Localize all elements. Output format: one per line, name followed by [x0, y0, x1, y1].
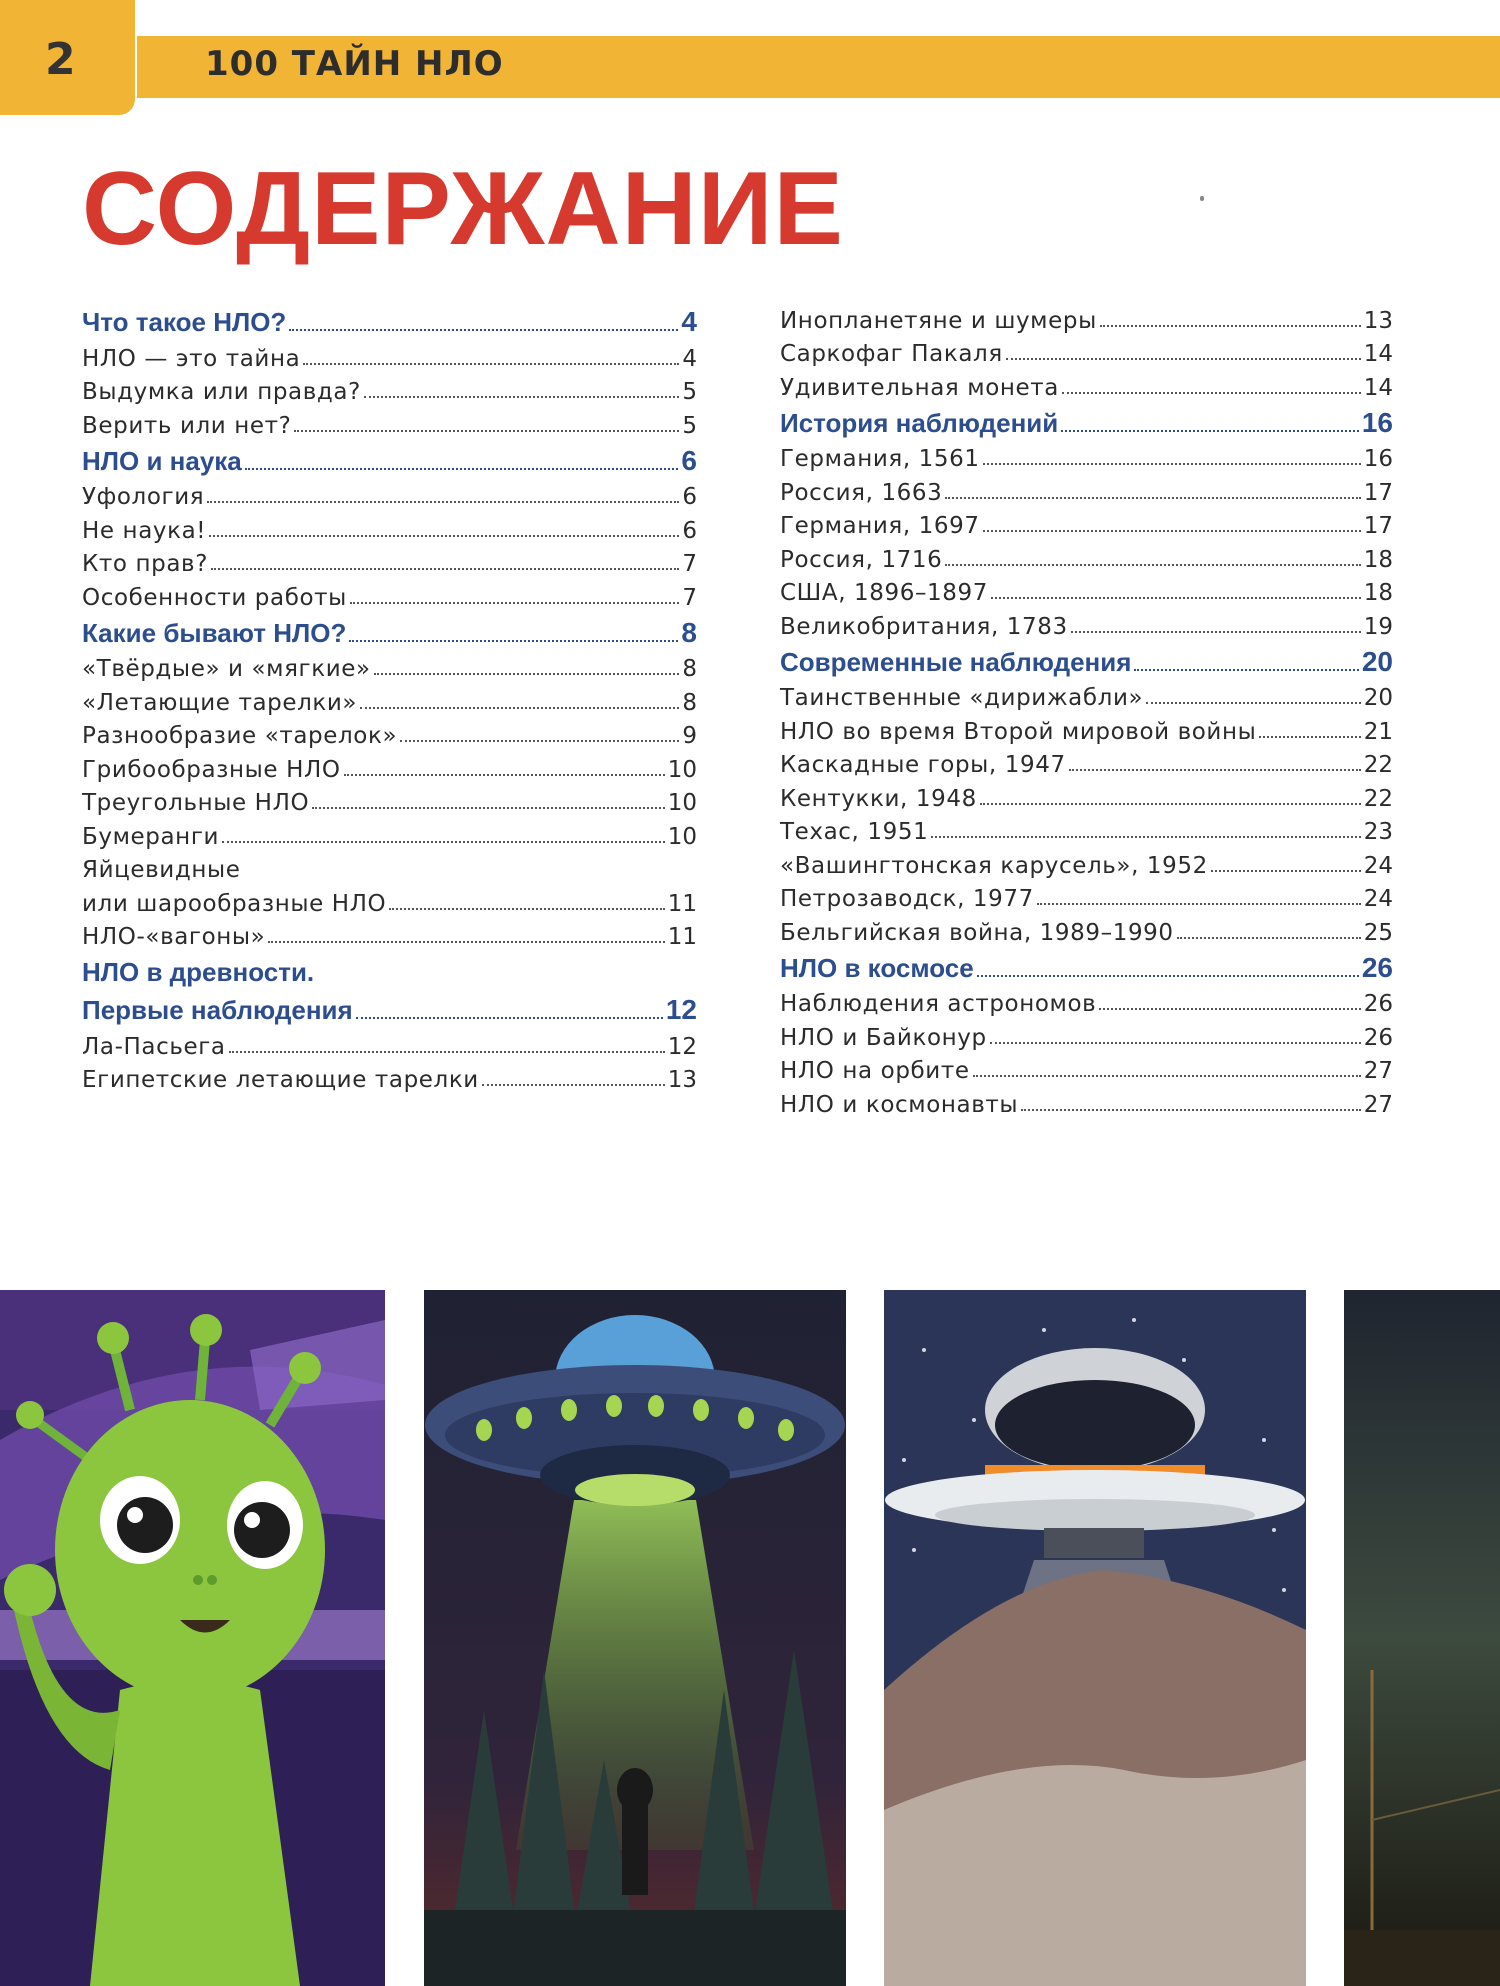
toc-page-number: 23: [1363, 819, 1393, 845]
dot-leader: [350, 602, 679, 604]
dot-leader: [1006, 358, 1361, 360]
dot-leader: [1211, 870, 1361, 872]
toc-page-number: 10: [667, 823, 697, 850]
toc-entry: [780, 472, 1393, 506]
toc-entry-title: «Летающие тарелки»: [82, 689, 358, 716]
toc-section-heading: [780, 946, 1393, 984]
dot-leader: [482, 1084, 665, 1086]
toc-page-number: 11: [667, 924, 697, 950]
toc-page-number: 10: [667, 756, 697, 783]
toc-entry: [780, 1051, 1393, 1085]
toc-entry: [82, 749, 697, 783]
toc-entry-title: Треугольные НЛО: [82, 790, 310, 816]
toc-entry-title: НЛО и космонавты: [780, 1091, 1019, 1118]
toc-page-number: 21: [1363, 718, 1393, 745]
toc-page-number: 20: [1363, 685, 1393, 711]
toc-entry: [780, 1084, 1393, 1118]
toc-page-number: 26: [1361, 951, 1393, 983]
toc-entry: [82, 1026, 697, 1060]
toc-entry: [780, 300, 1393, 334]
toc-entry-title: Первые наблюдения: [82, 995, 353, 1025]
toc-entry: [82, 577, 697, 611]
dot-leader: [1099, 1008, 1360, 1010]
dot-leader: [400, 740, 679, 742]
toc-entry-title: Великобритания, 1783: [780, 613, 1068, 640]
toc-entry: [780, 879, 1393, 913]
toc-page-number: 6: [682, 484, 697, 510]
dot-leader: [1071, 631, 1361, 633]
toc-page-number: 12: [665, 994, 697, 1025]
toc-page-number: 8: [682, 656, 697, 682]
toc-entry: [780, 812, 1393, 846]
toc-page-number: 24: [1363, 886, 1393, 912]
toc-page-number: 24: [1363, 852, 1393, 879]
toc-page-number: 19: [1363, 613, 1393, 640]
dot-leader: [360, 707, 679, 709]
toc-page-number: 4: [681, 306, 697, 337]
page-number: 2: [45, 34, 76, 85]
dot-leader: [289, 329, 678, 331]
toc-page-number: 17: [1363, 513, 1393, 539]
dot-leader: [294, 430, 679, 432]
toc-entry-title: Петрозаводск, 1977: [780, 886, 1034, 912]
toc-entry-title: Современные наблюдения: [780, 646, 1132, 677]
toc-entry: [82, 477, 697, 511]
toc-left-column: [82, 300, 697, 1093]
toc-page-number: 13: [1363, 307, 1393, 334]
dot-leader: [374, 673, 680, 675]
toc-page-number: 5: [682, 412, 697, 439]
toc-page-number: 12: [667, 1033, 697, 1060]
toc-entry: [780, 678, 1393, 712]
toc-page-number: 14: [1363, 374, 1393, 401]
toc-page-number: 25: [1363, 919, 1393, 946]
dot-leader: [1069, 769, 1361, 771]
toc-entry: [780, 539, 1393, 573]
toc-entry-title: Особенности работы: [82, 584, 347, 611]
toc-entry-title: «Вашингтонская карусель», 1952: [780, 852, 1208, 879]
toc-page-number: 9: [682, 723, 697, 749]
toc-entry: [780, 367, 1393, 401]
toc-entry-title: НЛО в космосе: [780, 952, 974, 983]
toc-page-number: 26: [1363, 991, 1393, 1017]
dot-leader: [931, 836, 1360, 838]
toc-section-heading: [82, 611, 697, 649]
dot-leader: [303, 363, 679, 365]
toc-entry: [82, 372, 697, 406]
toc-entry-title: Россия, 1663: [780, 479, 943, 506]
toc-entry: [780, 606, 1393, 640]
dot-leader: [268, 941, 664, 943]
toc-entry-title: НЛО и наука: [82, 445, 242, 476]
toc-entry-title: НЛО на орбите: [780, 1058, 970, 1084]
toc-entry-title: Наблюдения астрономов: [780, 991, 1097, 1017]
toc-entry: [82, 1060, 697, 1094]
dot-leader: [312, 807, 665, 809]
toc-entry-title: Грибообразные НЛО: [82, 756, 341, 783]
toc-section-heading: [82, 439, 697, 477]
dot-leader: [980, 803, 1361, 805]
dot-leader: [245, 468, 679, 470]
ufo-forest-illustration: [424, 1290, 846, 1986]
toc-entry-title: НЛО-«вагоны»: [82, 924, 266, 950]
toc-entry-title: Кентукки, 1948: [780, 785, 977, 812]
toc-entry: [82, 850, 697, 884]
toc-entry-title: Таинственные «дирижабли»: [780, 685, 1144, 711]
toc-page-number: 22: [1363, 785, 1393, 812]
toc-entry-title: Германия, 1697: [780, 513, 980, 539]
toc-entry-title: НЛО — это тайна: [82, 345, 301, 372]
toc-page-number: 16: [1363, 446, 1393, 472]
toc-section-heading: [82, 300, 697, 338]
toc-entry: [780, 506, 1393, 540]
toc-section-heading: [780, 401, 1393, 439]
toc-entry-title: Саркофаг Пакаля: [780, 341, 1003, 367]
toc-page-number: 18: [1363, 546, 1393, 573]
toc-entry-title: Кто прав?: [82, 551, 209, 577]
toc-entry-title: или шарообразные НЛО: [82, 890, 387, 917]
toc-section-heading: [780, 640, 1393, 678]
toc-page-number: 26: [1363, 1024, 1393, 1051]
paper-speck: [1200, 196, 1204, 201]
toc-entry: [82, 510, 697, 544]
dot-leader: [1037, 903, 1361, 905]
dot-leader: [209, 535, 679, 537]
dot-leader: [229, 1051, 665, 1053]
toc-entry-title: Техас, 1951: [780, 819, 929, 845]
toc-entry-title: Египетские летающие тарелки: [82, 1067, 479, 1093]
dot-leader: [1177, 937, 1361, 939]
toc-entry-title: США, 1896–1897: [780, 580, 988, 606]
alien-illustration: [0, 1290, 385, 1986]
toc-entry: [82, 917, 697, 951]
toc-page-number: 5: [682, 379, 697, 405]
ufo-mountain-illustration: [884, 1290, 1306, 1986]
toc-entry-title: Уфология: [82, 484, 205, 510]
toc-entry-title: Германия, 1561: [780, 446, 980, 472]
toc-right-column: [780, 300, 1393, 1118]
dot-leader: [983, 530, 1361, 532]
toc-section-heading: [82, 950, 697, 988]
toc-page-number: 6: [681, 444, 697, 476]
toc-entry-title: Не наука!: [82, 517, 207, 544]
toc-entry-title: История наблюдений: [780, 407, 1059, 438]
dot-leader: [1061, 430, 1359, 432]
dot-leader: [1062, 392, 1361, 394]
toc-entry-title: Выдумка или правда?: [82, 379, 361, 405]
toc-page-number: 7: [682, 584, 697, 611]
toc-page-number: 27: [1363, 1091, 1393, 1118]
toc-entry-title: Бельгийская война, 1989–1990: [780, 919, 1174, 946]
dot-leader: [990, 1042, 1361, 1044]
toc-entry: [82, 783, 697, 817]
toc-entry-title: НЛО во время Второй мировой войны: [780, 718, 1257, 745]
toc-entry-title: Каскадные горы, 1947: [780, 752, 1066, 778]
toc-page-number: 18: [1363, 580, 1393, 606]
toc-entry-title: Россия, 1716: [780, 546, 943, 573]
dot-leader: [983, 463, 1361, 465]
dot-leader: [945, 497, 1360, 499]
toc-entry: [780, 745, 1393, 779]
toc-entry: [82, 544, 697, 578]
dot-leader: [222, 841, 665, 843]
toc-entry-title: Удивительная монета: [780, 374, 1059, 401]
toc-entry-title: НЛО и Байконур: [780, 1024, 987, 1051]
toc-entry-title: Разнообразие «тарелок»: [82, 723, 398, 749]
toc-page-number: 14: [1363, 341, 1393, 367]
toc-entry-title: Инопланетяне и шумеры: [780, 307, 1097, 334]
dot-leader: [977, 975, 1359, 977]
toc-entry: [82, 682, 697, 716]
toc-entry: [82, 816, 697, 850]
toc-entry: [82, 405, 697, 439]
toc-section-heading: [82, 988, 697, 1026]
toc-entry-title: Бумеранги: [82, 823, 220, 850]
night-sky-photo: [1344, 1290, 1500, 1986]
toc-page-number: 8: [681, 616, 697, 648]
toc-page-number: 20: [1361, 645, 1393, 677]
dot-leader: [364, 396, 679, 398]
dot-leader: [1100, 325, 1361, 327]
toc-entry-title: НЛО в древности.: [82, 957, 315, 987]
toc-entry-title: Верить или нет?: [82, 412, 292, 439]
toc-entry: [780, 334, 1393, 368]
dot-leader: [356, 1017, 663, 1019]
toc-page-number: 16: [1361, 406, 1393, 438]
toc-page-number: 11: [667, 890, 697, 917]
toc-entry-title: Яйцевидные: [82, 857, 241, 883]
toc-page-number: 10: [667, 790, 697, 816]
toc-entry: [82, 649, 697, 683]
toc-entry: [780, 1017, 1393, 1051]
toc-entry: [780, 573, 1393, 607]
toc-entry-title: Какие бывают НЛО?: [82, 617, 347, 648]
dot-leader: [1021, 1109, 1361, 1111]
dot-leader: [1134, 669, 1358, 671]
toc-page-number: 13: [667, 1067, 697, 1093]
toc-entry-title: «Твёрдые» и «мягкие»: [82, 656, 371, 682]
toc-entry: [780, 912, 1393, 946]
dot-leader: [207, 501, 679, 503]
dot-leader: [973, 1075, 1361, 1077]
toc-page-number: 7: [682, 551, 697, 577]
toc-page-number: 17: [1363, 479, 1393, 506]
toc-entry: [780, 778, 1393, 812]
toc-entry: [780, 984, 1393, 1018]
toc-page-number: 27: [1363, 1058, 1393, 1084]
toc-entry: [82, 883, 697, 917]
dot-leader: [1146, 702, 1361, 704]
toc-page-number: 8: [682, 689, 697, 716]
dot-leader: [991, 597, 1361, 599]
dot-leader: [349, 640, 678, 642]
toc-page-number: 6: [682, 517, 697, 544]
toc-entry-title: Что такое НЛО?: [82, 307, 287, 337]
toc-entry: [82, 338, 697, 372]
dot-leader: [945, 564, 1360, 566]
toc-entry: [780, 711, 1393, 745]
dot-leader: [211, 568, 679, 570]
toc-entry: [82, 716, 697, 750]
page-title: СОДЕРЖАНИЕ: [82, 151, 844, 267]
toc-page-number: 22: [1363, 752, 1393, 778]
dot-leader: [344, 774, 665, 776]
dot-leader: [1259, 736, 1360, 738]
running-title: 100 ТАЙН НЛО: [205, 44, 504, 84]
toc-entry: [780, 439, 1393, 473]
toc-entry: [780, 845, 1393, 879]
dot-leader: [389, 908, 664, 910]
toc-entry-title: Ла-Пасьега: [82, 1033, 226, 1060]
toc-page-number: 4: [682, 345, 697, 372]
